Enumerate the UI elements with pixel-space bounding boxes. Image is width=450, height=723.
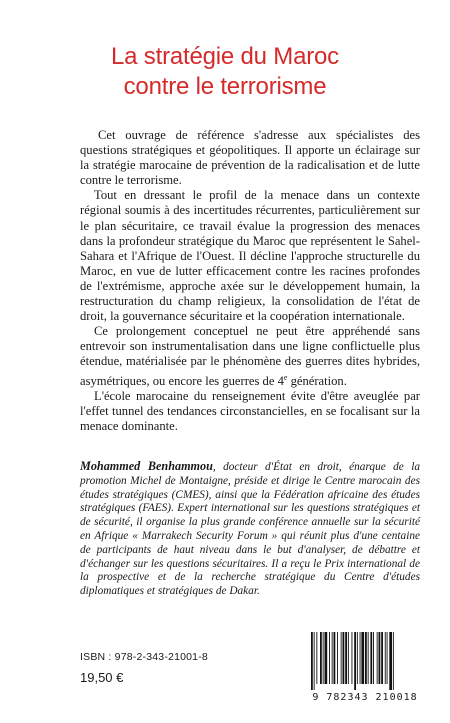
barcode-bar <box>365 632 367 684</box>
barcode-bar <box>345 632 347 684</box>
barcode-number: 9 782343 210018 <box>312 692 418 703</box>
barcode-bar <box>352 632 353 684</box>
barcode-bar <box>314 632 315 690</box>
barcode-bar <box>379 632 381 684</box>
barcode-bar <box>370 632 372 684</box>
barcode-bar <box>334 632 336 684</box>
summary-paragraph: Cet ouvrage de référence s'adresse aux spécialistes des questions stratégiques et géopolitiques. Il apporte un éclairage sur la stratégie marocaine de prévention de la radicalisation et de lutte contre le terrorisme. <box>80 128 420 188</box>
author-bio <box>80 460 420 599</box>
barcode-bar <box>360 632 361 684</box>
barcode-bar <box>354 632 356 690</box>
title-line-2: contre le terrorisme <box>123 73 327 100</box>
barcode-bar <box>343 632 345 684</box>
barcode-bar <box>357 632 358 684</box>
barcode-bar <box>377 632 378 684</box>
barcode-bar <box>381 632 383 684</box>
barcode-bar <box>337 632 338 684</box>
author-bio-text: , docteur d'État en droit, énarque de la promotion Michel de Montaigne, préside et dirige le Centre marocain des études stratégiques (CMES), ainsi que la Fédération africaine des études stratégiques (FAES). Expert international sur les questions stratégiques et de sécurité, il organise la plus grande conférence annuelle sur la sécurité en Afrique « Marrakech Security Forum » qui réunit plus d'une centaine de participants de haut niveau dans le but d'analyser, de débattre et d'échanger sur les questions sécuritaires. Il a reçu le Prix international de la prospective et de la recherche stratégique du Centre d'études diplomatiques et stratégiques de Dakar. <box>80 461 420 598</box>
barcode-bar <box>348 632 349 684</box>
barcode-bars <box>309 632 421 690</box>
barcode-bar <box>361 632 364 684</box>
barcode-bar <box>341 632 342 684</box>
barcode-bar <box>389 632 392 690</box>
barcode-bar <box>332 632 333 684</box>
barcode-bar <box>387 632 388 684</box>
barcode-bar <box>316 632 317 684</box>
title-line-1: La stratégie du Maroc <box>111 43 339 70</box>
barcode-bar <box>329 632 330 684</box>
summary-text <box>80 128 420 434</box>
barcode-bar <box>393 632 394 690</box>
barcode-bar <box>368 632 369 684</box>
summary-paragraph: Tout en dressant le profil de la menace dans un contexte régional soumis à des incertitudes récurrentes, particulièrement sur le plan sécuritaire, ce travail évalue la progression des menaces dans la profondeur stratégique du Maroc que représentent le Sahel-Sahara et l'Afrique de l'Ouest. Il décline l'approche structurelle du Maroc, en vue de lutter efficacement contre les racines profondes de l'extrémisme, approche axée sur le développement humain, la restructuration du champ religieux, la consolidation de l'état de droit, la gouvernance sécuritaire et la coopération internationale. <box>80 188 420 324</box>
barcode-bar <box>320 632 322 684</box>
barcode-bar <box>311 632 313 690</box>
barcode-bar <box>373 632 374 684</box>
ordinal-suffix: e <box>283 372 288 382</box>
summary-paragraph: L'école marocaine du renseignement évite d'être aveuglée par l'effet tunnel des tendances circonstancielles, en se focalisant sur la menace dominante. <box>80 388 420 433</box>
book-title <box>20 42 430 102</box>
barcode-bar <box>323 632 324 684</box>
barcode-bar <box>325 632 328 684</box>
price-label: 19,50 € <box>80 670 124 685</box>
summary-paragraph: Ce prolongement conceptuel ne peut être appréhendé sans entrevoir son instrumentalisation dans une ligne conflictuelle plus étendue, matérialisée par le phénomène des guerres dites hybrides, asymétriques, ou encore les guerres de 4e génération. <box>80 324 420 388</box>
author-name: Mohammed Benhammou <box>80 459 213 473</box>
isbn-label: ISBN : 978-2-343-21001-8 <box>80 651 208 663</box>
barcode-bar <box>385 632 386 684</box>
barcode <box>301 628 429 708</box>
